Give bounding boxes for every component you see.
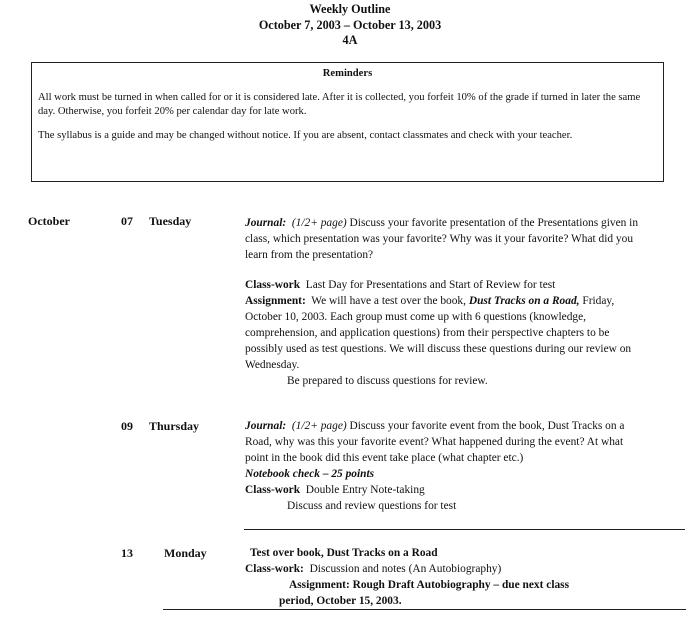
classwork-label: Class-work bbox=[245, 484, 301, 496]
classwork-text: Double Entry Note-taking bbox=[305, 484, 425, 496]
prepared-note: Be prepared to discuss questions for review. bbox=[287, 375, 488, 387]
assignment-details: Friday, October 10, 2003. Each group must come up with 6 questions (knowledge, comprehension, and application questions) from their perspective chapters to be possibly used as test questions. We will discuss these questions during our review on Wednesday. bbox=[245, 295, 632, 371]
classwork-text: Last Day for Presentations and Start of Review for test bbox=[305, 279, 556, 291]
journal-paragraph bbox=[245, 215, 640, 263]
journal-length: (1/2+ page) bbox=[291, 217, 347, 229]
journal-label: Journal: bbox=[245, 420, 287, 432]
test-line: Test over book, Dust Tracks on a Road bbox=[250, 547, 438, 559]
journal-length: (1/2+ page) bbox=[291, 420, 347, 432]
classwork-line bbox=[245, 482, 640, 498]
divider-line bbox=[163, 609, 686, 610]
doc-date-range: October 7, 2003 – October 13, 2003 bbox=[258, 17, 442, 32]
assignment-label: Assignment: bbox=[245, 295, 306, 307]
journal-label: Journal: bbox=[245, 217, 287, 229]
month-label: October bbox=[28, 214, 70, 228]
document-header bbox=[0, 2, 700, 49]
assignment-due-date: period, October 15, 2003. bbox=[279, 595, 402, 607]
reminder-syllabus: The syllabus is a guide and may be changed without notice. If you are absent, contact classmates and check with your teacher. bbox=[38, 130, 573, 141]
classwork-line bbox=[245, 277, 640, 293]
entry-weekday: Tuesday bbox=[149, 214, 192, 228]
assignment-text: We will have a test over the book, bbox=[311, 295, 466, 307]
divider-line bbox=[244, 529, 685, 530]
book-title: Dust Tracks on a Road, bbox=[468, 295, 580, 307]
journal-text: Discuss your favorite event from the book, Dust Tracks on a Road, why was this your favorite event? What happened during the event? At what point in the book did this event take place (what chapter etc.) bbox=[245, 420, 625, 464]
classwork-label: Class-work bbox=[245, 279, 301, 291]
entry-date: 13 bbox=[121, 546, 133, 560]
reminders-box bbox=[31, 62, 664, 182]
reminders-title: Reminders bbox=[322, 68, 373, 79]
entry-monday bbox=[245, 545, 675, 609]
classwork-followup: Discuss and review questions for test bbox=[287, 500, 457, 512]
assignment-paragraph bbox=[245, 293, 640, 373]
classwork-text: Discussion and notes (An Autobiography) bbox=[309, 563, 502, 575]
entry-thursday bbox=[245, 418, 640, 514]
doc-title: Weekly Outline bbox=[309, 2, 391, 16]
reminder-late-work: All work must be turned in when called for or it is considered late. After it is collected, you forfeit 10% of the grade if turned in later the same day. Otherwise, you forfeit 20% per calendar day for late work. bbox=[38, 92, 641, 117]
classwork-label: Class-work: bbox=[245, 563, 304, 575]
entry-weekday: Monday bbox=[164, 546, 207, 560]
notebook-check: Notebook check – 25 points bbox=[245, 468, 375, 480]
entry-tuesday bbox=[245, 215, 640, 389]
journal-text: Discuss your favorite presentation of the Presentations given in class, which presentation was your favorite? Why was it your favorite? What did you learn from the presentation? bbox=[245, 217, 639, 261]
entry-weekday: Thursday bbox=[149, 419, 200, 433]
entry-date: 07 bbox=[121, 214, 133, 228]
assignment-line: Assignment: Rough Draft Autobiography – due next class bbox=[289, 579, 570, 591]
classwork-line bbox=[245, 561, 675, 577]
journal-paragraph bbox=[245, 418, 640, 466]
entry-date: 09 bbox=[121, 419, 133, 433]
doc-class: 4A bbox=[342, 33, 358, 47]
